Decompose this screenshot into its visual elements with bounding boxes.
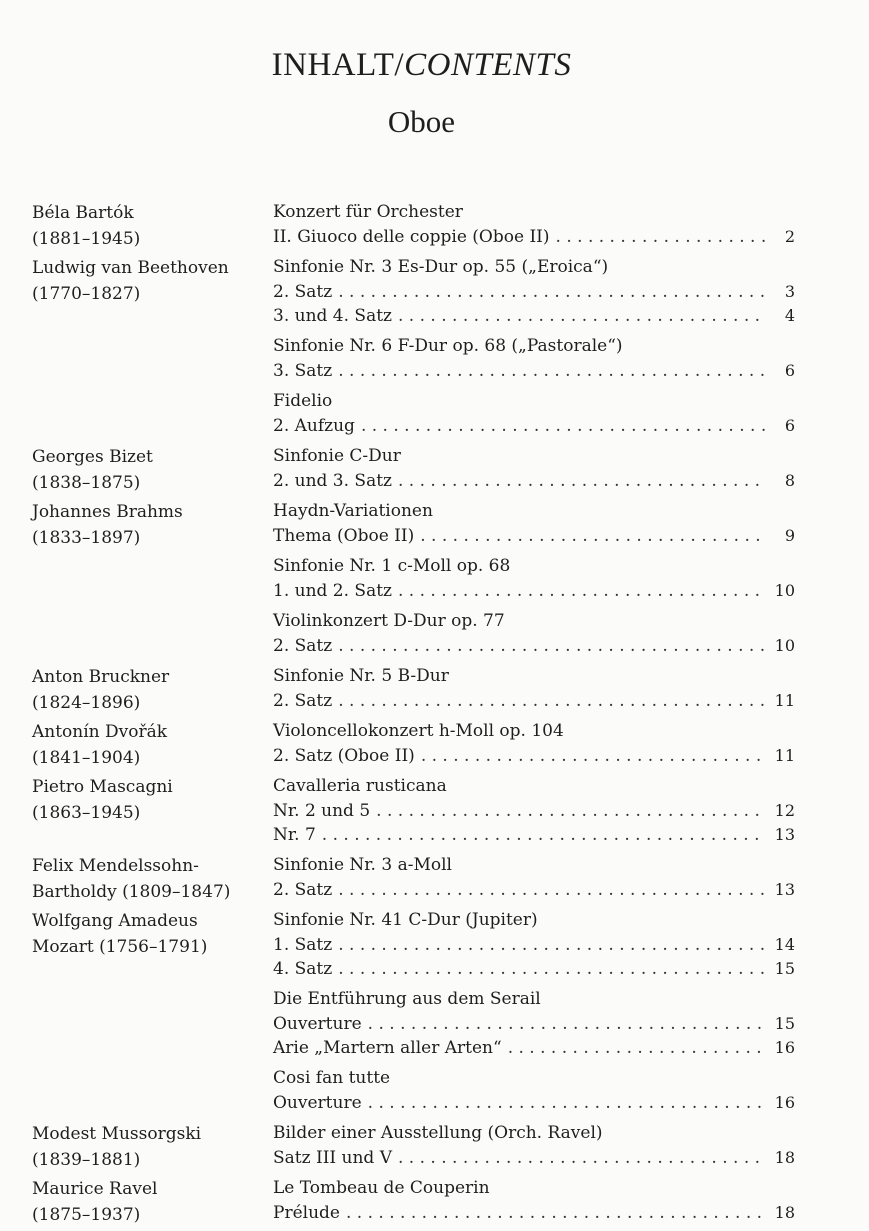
movement-label: Arie „Martern aller Arten“ — [273, 1038, 502, 1058]
movement-label: 2. Satz — [273, 880, 333, 900]
page-number: 16 — [774, 1093, 795, 1112]
dot-leader — [398, 580, 765, 603]
toc-line[interactable] — [273, 1036, 795, 1060]
work — [273, 664, 795, 713]
toc-entry — [0, 499, 869, 664]
composer — [32, 774, 262, 826]
composer — [32, 719, 262, 771]
work — [273, 255, 795, 328]
composer — [32, 1121, 262, 1173]
page-number: 9 — [784, 526, 795, 545]
table-of-contents — [0, 200, 869, 1231]
movement-label: Prélude — [273, 1203, 340, 1223]
work-title: Cosi fan tutte — [273, 1068, 391, 1088]
work-title: Violinkonzert D-Dur op. 77 — [273, 611, 505, 631]
toc-entry — [0, 255, 869, 444]
page-number: 11 — [774, 691, 795, 710]
page-subtitle: Oboe — [387, 104, 456, 139]
work — [273, 987, 795, 1060]
movement-label: 2. Satz — [273, 636, 333, 656]
composer — [32, 255, 262, 307]
composer-dates: (1881–1945) — [32, 229, 141, 249]
toc-entry — [0, 664, 869, 719]
page-number: 16 — [774, 1038, 795, 1057]
toc-entry — [0, 200, 869, 255]
movement-label: II. Giuoco delle coppie (Oboe II) — [273, 227, 550, 247]
movement-label: Nr. 2 und 5 — [273, 801, 371, 821]
toc-line[interactable] — [273, 634, 795, 658]
works-list — [273, 200, 795, 249]
composer-name: Ludwig van Beethoven — [32, 258, 229, 278]
work-title: Haydn-Variationen — [273, 501, 433, 521]
work — [273, 1121, 795, 1170]
movement-label: 1. Satz — [273, 935, 333, 955]
dot-leader — [420, 525, 765, 548]
composer-dates: (1770–1827) — [32, 284, 141, 304]
work-title: Fidelio — [273, 391, 333, 411]
movement-label: 2. Satz (Oboe II) — [273, 746, 415, 766]
work — [273, 1066, 795, 1115]
work-title: Bilder einer Ausstellung (Orch. Ravel) — [273, 1123, 603, 1143]
toc-line[interactable] — [273, 414, 795, 438]
work-title: Le Tombeau de Couperin — [273, 1178, 490, 1198]
dot-leader — [508, 1037, 765, 1060]
toc-line[interactable] — [273, 689, 795, 713]
toc-entry — [0, 444, 869, 499]
works-list — [273, 719, 795, 768]
composer-name: Wolfgang Amadeus — [32, 911, 198, 931]
work — [273, 389, 795, 438]
work — [273, 908, 795, 981]
page-number: 15 — [774, 1014, 795, 1033]
work — [273, 609, 795, 658]
page-number: 10 — [774, 636, 795, 655]
work — [273, 444, 795, 493]
composer-name: Anton Bruckner — [32, 667, 170, 687]
page-number: 14 — [774, 935, 795, 954]
toc-line[interactable] — [273, 359, 795, 383]
toc-line[interactable] — [273, 280, 795, 304]
work-title: Sinfonie Nr. 41 C-Dur (Jupiter) — [273, 910, 538, 930]
toc-entry — [0, 719, 869, 774]
composer-name: Béla Bartók — [32, 203, 134, 223]
composer-name: Pietro Mascagni — [32, 777, 173, 797]
movement-label: 2. Satz — [273, 691, 333, 711]
composer-dates: (1833–1897) — [32, 528, 141, 548]
dot-leader — [338, 690, 765, 713]
composer — [32, 499, 262, 551]
movement-label: 2. und 3. Satz — [273, 471, 392, 491]
works-list — [273, 664, 795, 713]
toc-line[interactable] — [273, 225, 795, 249]
page-title-italic: CONTENTS — [404, 47, 572, 83]
page-number: 8 — [784, 471, 795, 490]
page-number: 6 — [784, 361, 795, 380]
page-number: 3 — [784, 282, 795, 301]
works-list — [273, 1121, 795, 1170]
dot-leader — [338, 281, 765, 304]
movement-label: Ouverture — [273, 1014, 362, 1034]
dot-leader — [398, 470, 765, 493]
dot-leader — [338, 879, 765, 902]
composer-dates: (1824–1896) — [32, 693, 141, 713]
composer-name: Modest Mussorgski — [32, 1124, 202, 1144]
toc-line[interactable] — [273, 1091, 795, 1115]
dot-leader — [338, 360, 765, 383]
dot-leader — [361, 415, 765, 438]
movement-label: 3. Satz — [273, 361, 333, 381]
work — [273, 554, 795, 603]
toc-line[interactable] — [273, 799, 795, 823]
toc-line[interactable] — [273, 1201, 795, 1225]
composer — [32, 908, 262, 960]
toc-line[interactable] — [273, 823, 795, 847]
works-list — [273, 499, 795, 658]
composer — [32, 444, 262, 496]
composer-dates: Mozart (1756–1791) — [32, 937, 208, 957]
work-title: Sinfonie Nr. 5 B-Dur — [273, 666, 449, 686]
toc-line[interactable] — [273, 579, 795, 603]
movement-label: Thema (Oboe II) — [273, 526, 415, 546]
toc-entry — [0, 1176, 869, 1231]
page-number: 4 — [784, 306, 795, 325]
work-title: Die Entführung aus dem Serail — [273, 989, 541, 1009]
work-title: Sinfonie Nr. 6 F-Dur op. 68 („Pastorale“) — [273, 336, 623, 356]
dot-leader — [376, 800, 765, 823]
work-title: Cavalleria rusticana — [273, 776, 447, 796]
dot-leader — [322, 824, 765, 847]
work — [273, 719, 795, 768]
composer-dates: (1863–1945) — [32, 803, 141, 823]
work — [273, 334, 795, 383]
toc-line[interactable] — [273, 957, 795, 981]
dot-leader — [398, 305, 765, 328]
page-number: 2 — [784, 227, 795, 246]
composer — [32, 664, 262, 716]
work-title: Sinfonie C-Dur — [273, 446, 401, 466]
dot-leader — [421, 745, 765, 768]
toc-line[interactable] — [273, 469, 795, 493]
dot-leader — [368, 1013, 765, 1036]
movement-label: 2. Satz — [273, 282, 333, 302]
page-number: 13 — [774, 825, 795, 844]
composer-name: Maurice Ravel — [32, 1179, 158, 1199]
work-title: Sinfonie Nr. 3 a-Moll — [273, 855, 452, 875]
composer-name: Johannes Brahms — [32, 502, 183, 522]
toc-entry — [0, 908, 869, 1121]
composer-name: Antonín Dvořák — [32, 722, 168, 742]
works-list — [273, 908, 795, 1115]
dot-leader — [368, 1092, 765, 1115]
page-number: 11 — [774, 746, 795, 765]
works-list — [273, 1176, 795, 1225]
work — [273, 853, 795, 902]
work-title: Sinfonie Nr. 3 Es-Dur op. 55 („Eroica“) — [273, 257, 609, 277]
page-number: 13 — [774, 880, 795, 899]
toc-line[interactable] — [273, 933, 795, 957]
work — [273, 200, 795, 249]
toc-entry — [0, 1121, 869, 1176]
composer-dates: (1875–1937) — [32, 1205, 141, 1225]
work — [273, 1176, 795, 1225]
toc-line[interactable] — [273, 744, 795, 768]
movement-label: Satz III und V — [273, 1148, 392, 1168]
composer — [32, 853, 262, 905]
page-number: 6 — [784, 416, 795, 435]
work-title: Sinfonie Nr. 1 c-Moll op. 68 — [273, 556, 511, 576]
movement-label: Ouverture — [273, 1093, 362, 1113]
dot-leader — [556, 226, 765, 249]
works-list — [273, 774, 795, 847]
toc-line[interactable] — [273, 304, 795, 328]
composer-dates: (1839–1881) — [32, 1150, 141, 1170]
work-title: Violoncellokonzert h-Moll op. 104 — [273, 721, 564, 741]
toc-line[interactable] — [273, 1146, 795, 1170]
page-title-main: INHALT/ — [271, 47, 405, 83]
movement-label: 4. Satz — [273, 959, 333, 979]
dot-leader — [398, 1147, 765, 1170]
dot-leader — [338, 958, 765, 981]
work — [273, 774, 795, 847]
page-number: 10 — [774, 581, 795, 600]
dot-leader — [346, 1202, 765, 1225]
page-number: 15 — [774, 959, 795, 978]
works-list — [273, 853, 795, 902]
toc-line[interactable] — [273, 878, 795, 902]
composer — [32, 200, 262, 252]
toc-line[interactable] — [273, 524, 795, 548]
composer-dates: (1841–1904) — [32, 748, 141, 768]
page-number: 18 — [774, 1148, 795, 1167]
composer — [32, 1176, 262, 1228]
composer-dates: (1838–1875) — [32, 473, 141, 493]
toc-line[interactable] — [273, 1012, 795, 1036]
works-list — [273, 444, 795, 493]
composer-name: Georges Bizet — [32, 447, 153, 467]
movement-label: Nr. 7 — [273, 825, 316, 845]
page-number: 18 — [774, 1203, 795, 1222]
work — [273, 499, 795, 548]
toc-entry — [0, 774, 869, 853]
composer-name: Felix Mendelssohn- — [32, 856, 199, 876]
dot-leader — [338, 934, 765, 957]
composer-dates: Bartholdy (1809–1847) — [32, 882, 231, 902]
movement-label: 3. und 4. Satz — [273, 306, 392, 326]
movement-label: 1. und 2. Satz — [273, 581, 392, 601]
works-list — [273, 255, 795, 438]
dot-leader — [338, 635, 765, 658]
work-title: Konzert für Orchester — [273, 202, 463, 222]
movement-label: 2. Aufzug — [273, 416, 355, 436]
toc-entry — [0, 853, 869, 908]
page-title — [0, 47, 843, 84]
page-number: 12 — [774, 801, 795, 820]
